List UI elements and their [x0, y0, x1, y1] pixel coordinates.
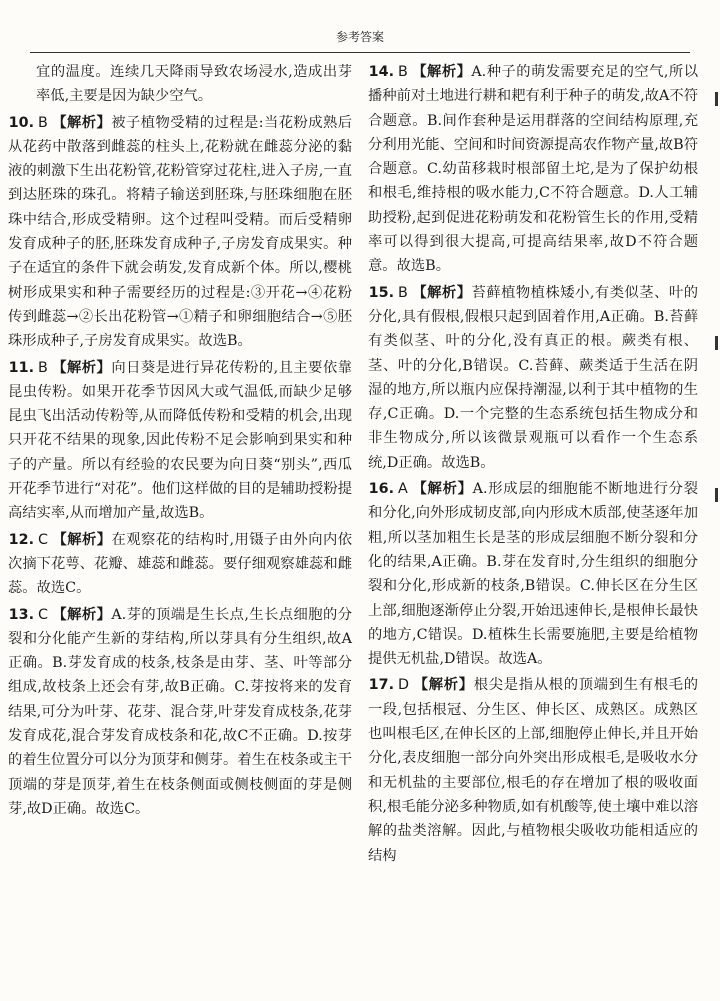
analysis-tag: 【解析】 [51, 114, 112, 131]
answer-item-15 [368, 281, 698, 475]
answer-item-11 [8, 356, 352, 526]
page-edge-mark [715, 336, 718, 350]
analysis-text: 被子植物受精的过程是:当花粉成熟后从花药中散落到雌蕊的柱头上,花粉就在雌蕊分泌的黏液的刺激下生出花粉管,花粉管穿过花柱,进入子房,一直到达胚珠的珠孔。将精子输送到胚珠,与胚珠细胞在胚珠中结合,形成受精卵。这个过程叫受精。而后受精卵发育成种子的胚,胚珠发育成种子,子房发育成果实。种子在适宜的条件下就会萌发,发育成新个体。所以,樱桃树形成果实和种子需要经历的过程是:③开花→④花粉传到雌蕊→②长出花粉管→①精子和卵细胞结合→⑤胚珠形成种子,子房发育成果实。故选B。 [8, 114, 352, 350]
answer-item-14 [368, 60, 698, 279]
continuation-paragraph: 宜的温度。连续几天降雨导致农场浸水,造成出芽率低,主要是因为缺少空气。 [36, 64, 352, 105]
answer-letter: B [38, 114, 48, 131]
page-header [30, 28, 690, 45]
analysis-text: A.形成层的细胞能不断地进行分裂和分化,向外形成韧皮部,向内形成木质部,使茎逐年加粗,所以茎加粗生长是茎的形成层细胞不断分裂和分化的结果,A正确。B.芽在发育时,分生组织的细胞分裂和分化,形成新的枝条,B错误。C.伸长区在分生区上部,细胞逐渐停止分裂,开始迅速伸长,是根伸长最快的地方,C错误。D.植株生长需要施肥,主要是给植物提供无机盐,D错误。故选A。 [368, 481, 698, 668]
analysis-text: 苔藓植物植株矮小,有类似茎、叶的分化,具有假根,假根只起到固着作用,A正确。B.苔藓有类似茎、叶的分化,没有真正的根。蕨类有根、茎、叶的分化,B错误。C.苔藓、蕨类适于生活在阴湿的地方,所以瓶内应保持潮湿,以利于其中植物的生存,C正确。D.一个完整的生态系统包括生物成分和非生物成分,所以该微景观瓶可以看作一个生态系统,D正确。故选B。 [368, 284, 698, 471]
answer-letter: B [398, 64, 408, 80]
answer-letter: C [38, 531, 48, 548]
left-column [8, 60, 352, 823]
analysis-text: 向日葵是进行异花传粉的,且主要依靠昆虫传粉。如果开花季节因风大或气温低,而缺少足够昆虫飞出活动传粉等,从而降低传粉和受精的机会,出现只开花不结果的现象,因此传粉不足会影响到果实和种子的产量。所以有经验的农民要为向日葵“别头”,西瓜开花季节进行“对花”。他们这样做的目的是辅助授粉提高结实率,从而增加产量,故选B。 [8, 359, 352, 522]
analysis-tag: 【解析】 [411, 64, 472, 80]
page-edge-mark [715, 488, 718, 502]
answer-item-12 [8, 528, 352, 601]
analysis-text: A.种子的萌发需要充足的空气,所以播种前对土地进行耕和耙有利于种子的萌发,故A不符合题意。B.间作套种是运用群落的空间结构原理,充分利用光能、空间和时间资源提高农作物产量,故B符合题意。C.幼苗移栽时根部留土坨,是为了保护幼根和根毛,维持根的吸水能力,C不符合题意。D.人工辅助授粉,起到促进花粉萌发和花粉管生长的作用,受精率可以得到很大提高,可提高结果率,故D不符合题意。故选B。 [368, 64, 698, 275]
header-title: 参考答案 [335, 30, 384, 44]
answer-item-16 [368, 477, 698, 671]
question-number: 10. [8, 114, 34, 131]
analysis-text: A.芽的顶端是生长点,生长点细胞的分裂和分化能产生新的芽结构,所以芽具有分生组织,故A正确。B.芽发育成的枝条,枝条是由芽、茎、叶等部分组成,故枝条上还会有芽,故B正确。C.芽按将来的发育结果,可分为叶芽、花芽、混合芽,叶芽发育成枝条,花芽发育成花,混合芽发育成枝条和花,故C不正确。D.按芽的着生位置分可以分为顶芽和侧芽。着生在枝条或主干顶端的芽是顶芽,着生在枝条侧面或侧枝侧面的芽是侧芽,故D正确。故选C。 [8, 606, 352, 817]
answer-letter: C [38, 606, 48, 623]
analysis-tag: 【解析】 [51, 606, 112, 623]
answer-item-10 [8, 111, 352, 354]
page-edge-mark [715, 92, 718, 106]
question-number: 13. [8, 606, 34, 623]
analysis-tag: 【解析】 [51, 531, 112, 548]
analysis-tag: 【解析】 [411, 481, 473, 498]
question-number: 14. [368, 64, 394, 80]
right-column [368, 60, 698, 870]
question-number: 16. [368, 481, 394, 498]
question-number: 17. [368, 677, 394, 694]
answer-item-13 [8, 603, 352, 822]
question-number: 15. [368, 284, 394, 301]
analysis-tag: 【解析】 [51, 359, 112, 376]
analysis-tag: 【解析】 [411, 284, 472, 301]
answer-letter: B [398, 284, 408, 301]
answer-letter: D [398, 677, 410, 694]
question-number: 11. [8, 359, 34, 376]
analysis-text: 在观察花的结构时,用镊子由外向内依次摘下花萼、花瓣、雄蕊和雌蕊。要仔细观察雄蕊和雌蕊。故选C。 [8, 531, 353, 597]
analysis-tag: 【解析】 [413, 677, 474, 694]
question-number: 12. [8, 531, 34, 548]
answer-item-17 [368, 673, 698, 867]
answer-letter: A [398, 481, 408, 498]
analysis-text: 根尖是指从根的顶端到生有根毛的一段,包括根冠、分生区、伸长区、成熟区。成熟区也叫根毛区,在伸长区的上部,细胞停止伸长,并且开始分化,表皮细胞一部分向外突出形成根毛,是吸收水分和无机盐的主要部位,根毛的存在增加了根的吸收面积,根毛能分泌多种物质,如有机酸等,使土壤中难以溶解的盐类溶解。因此,与植物根尖吸收功能相适应的结构 [368, 677, 699, 864]
answer-letter: B [38, 359, 48, 376]
header-divider [30, 52, 690, 53]
